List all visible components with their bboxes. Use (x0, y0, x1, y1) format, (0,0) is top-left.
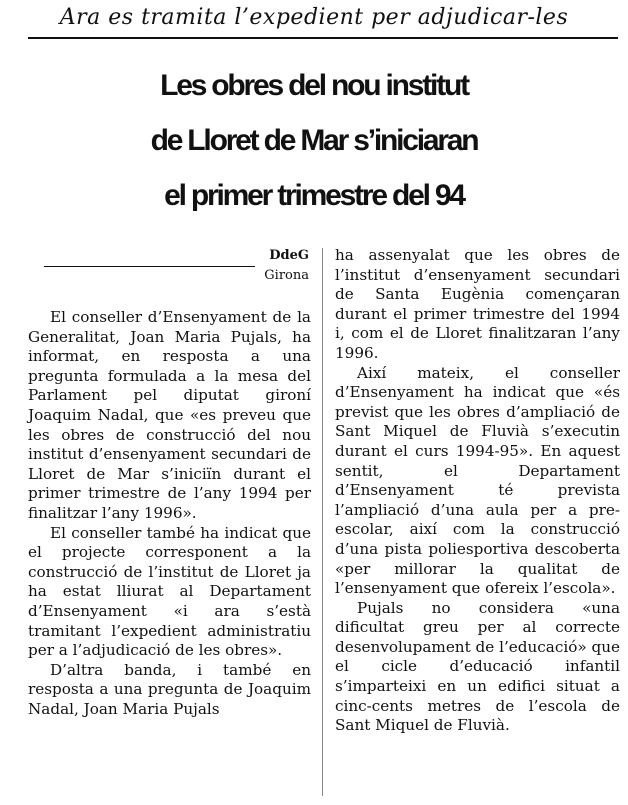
right-paragraph-3: Pujals no considera «una dificultat greu per al correcte desenvolupament de l’educació» que el cicle d’educació infantil s’imparteixi en un edifici situat a cinc-cents metres de l’escola de Sant Miquel de Fluvià. (335, 598, 620, 735)
left-paragraph-3: D’altra banda, i també en resposta a una pregunta de Joaquim Nadal, Joan Maria Pujals (28, 660, 311, 718)
headline-line-2: de Lloret de Mar s’iniciaran (150, 124, 478, 157)
right-paragraph-1: ha assenyalat que les obres de l’institut d’ensenyament secundari de Santa Eugènia començaran durant el primer trimestre del 1994 i, com el de Lloret finalitzaran l’any 1996. (335, 246, 620, 362)
kicker-underline (28, 37, 618, 39)
left-paragraph-2: El conseller també ha indicat que el projecte corresponent a la construcció de l’institut de Lloret ja ha estat lliurat al Departament d’Ensenyament «i ara s’està tramitant l’expedient administratiu per a l’adjudicació de les obres». (28, 523, 311, 660)
byline-location: Girona (264, 268, 309, 283)
article-kicker: Ara es tramita l’expedient per adjudicar-les (59, 5, 569, 30)
right-paragraph-2: Així mateix, el conseller d’Ensenyament ha indicat que «és previst que les obres d’ampliació de Sant Miquel de Fluvià s’executin durant el curs 1994-95». En aquest sentit, el Departament d’Ensenyament té prevista l’ampliació d’una aula per a pre-escolar, així com la construcció d’una pista poliesportiva descoberta «per millorar la qualitat de l’ensenyament que ofereix l’escola». (335, 363, 620, 598)
article-column-right (335, 246, 620, 736)
headline-line-3: el primer trimestre del 94 (164, 179, 464, 212)
headline-line-1: Les obres del nou institut (160, 69, 468, 102)
article-column-left (28, 308, 311, 719)
byline-author: DdeG (269, 248, 309, 263)
left-paragraph-1: El conseller d’Ensenyament de la Generalitat, Joan Maria Pujals, ha informat, en resposta a una pregunta formulada a la mesa del Parlament pel diputat gironí Joaquim Nadal, que «es preveu que les obres de construcció del nou institut d’ensenyament secundari de Lloret de Mar s’iniciïn durant el primer trimestre de l’any 1994 per finalitzar l’any 1996». (28, 308, 311, 522)
byline (180, 246, 309, 286)
article-headline (0, 58, 628, 223)
column-divider (322, 248, 323, 796)
